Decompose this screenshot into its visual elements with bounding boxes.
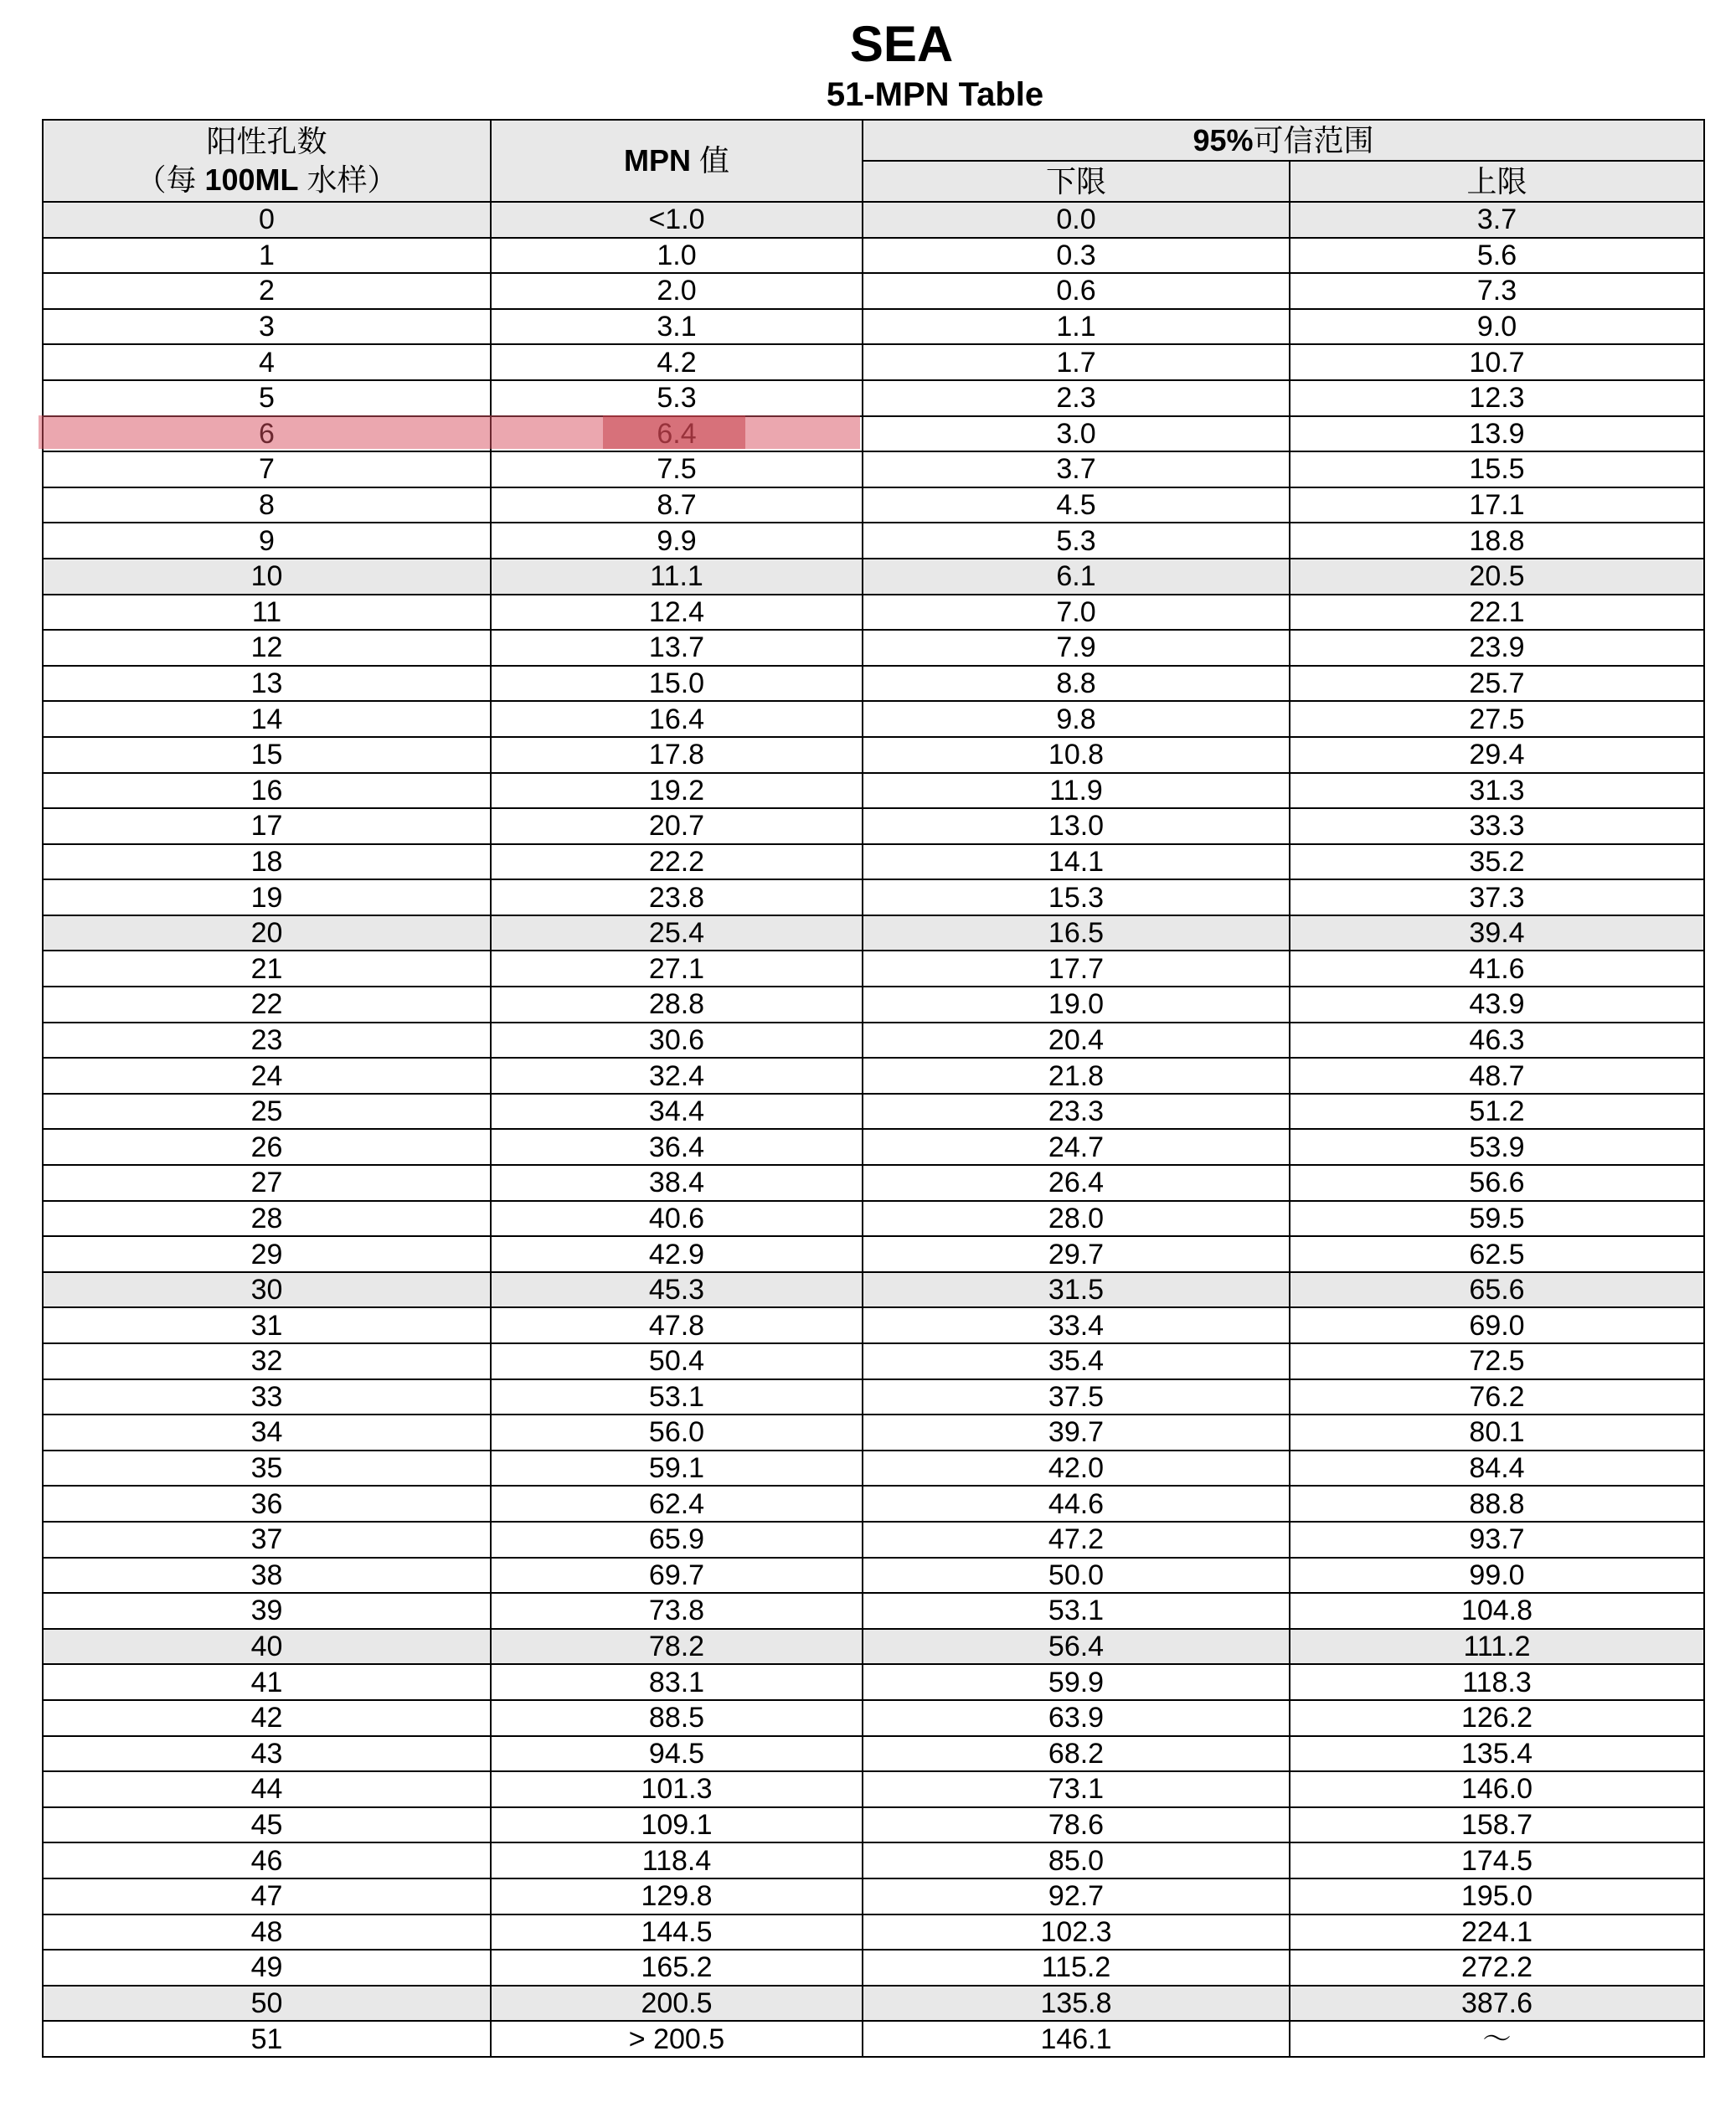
cell-lower-limit: 2.3 [863, 380, 1290, 416]
table-row [43, 1201, 1704, 1237]
table-row [43, 1451, 1704, 1487]
cell-mpn-value: 13.7 [491, 630, 863, 666]
table-row [43, 1307, 1704, 1343]
cell-mpn-value: 53.1 [491, 1379, 863, 1415]
cell-lower-limit: 1.7 [863, 344, 1290, 380]
cell-upper-limit: 158.7 [1290, 1807, 1704, 1843]
mpn-table [42, 119, 1705, 2058]
cell-mpn-value: 101.3 [491, 1771, 863, 1807]
table-row [43, 701, 1704, 737]
cell-positive-wells: 24 [43, 1058, 491, 1094]
cell-positive-wells: 40 [43, 1629, 491, 1665]
document-title: SEA [849, 16, 954, 72]
cell-positive-wells: 43 [43, 1736, 491, 1772]
cell-upper-limit: 126.2 [1290, 1700, 1704, 1736]
cell-positive-wells: 13 [43, 666, 491, 702]
cell-lower-limit: 24.7 [863, 1129, 1290, 1165]
cell-upper-limit: 23.9 [1290, 630, 1704, 666]
cell-positive-wells: 29 [43, 1236, 491, 1272]
cell-lower-limit: 3.7 [863, 451, 1290, 487]
table-row [43, 1272, 1704, 1308]
table-row [43, 1058, 1704, 1094]
table-row [43, 666, 1704, 702]
cell-upper-limit: 65.6 [1290, 1272, 1704, 1308]
cell-mpn-value: 17.8 [491, 737, 863, 773]
cell-upper-limit: 51.2 [1290, 1094, 1704, 1130]
cell-positive-wells: 27 [43, 1165, 491, 1201]
cell-positive-wells: 1 [43, 238, 491, 274]
cell-mpn-value: 94.5 [491, 1736, 863, 1772]
table-row [43, 1094, 1704, 1130]
table-row [43, 309, 1704, 345]
cell-lower-limit: 10.8 [863, 737, 1290, 773]
table-row [43, 1664, 1704, 1700]
cell-mpn-value: 1.0 [491, 238, 863, 274]
table-row [43, 2021, 1704, 2057]
cell-lower-limit: 50.0 [863, 1558, 1290, 1594]
cell-positive-wells: 49 [43, 1950, 491, 1986]
cell-lower-limit: 9.8 [863, 701, 1290, 737]
cell-lower-limit: 35.4 [863, 1343, 1290, 1379]
cell-lower-limit: 13.0 [863, 808, 1290, 844]
cell-upper-limit: 29.4 [1290, 737, 1704, 773]
table-row [43, 808, 1704, 844]
cell-positive-wells: 35 [43, 1451, 491, 1487]
cell-positive-wells: 10 [43, 559, 491, 595]
header-mpn-value [491, 120, 863, 202]
cell-upper-limit: 59.5 [1290, 1201, 1704, 1237]
cell-positive-wells: 28 [43, 1201, 491, 1237]
cell-positive-wells: 42 [43, 1700, 491, 1736]
cell-positive-wells: 50 [43, 1986, 491, 2022]
table-row [43, 630, 1704, 666]
cell-lower-limit: 0.3 [863, 238, 1290, 274]
header-upper-limit: 上限 [1290, 161, 1704, 202]
header-positive-wells-volume: 100ML [204, 162, 299, 197]
cell-mpn-value: 4.2 [491, 344, 863, 380]
header-positive-wells-line1: 阳性孔数 [206, 124, 327, 158]
table-row [43, 238, 1704, 274]
cell-mpn-value: 56.0 [491, 1415, 863, 1451]
header-positive-wells-pre: （每 [136, 162, 205, 197]
cell-lower-limit: 44.6 [863, 1486, 1290, 1522]
cell-mpn-value: 23.8 [491, 879, 863, 915]
cell-mpn-value: 78.2 [491, 1629, 863, 1665]
cell-positive-wells: 20 [43, 915, 491, 951]
table-row [43, 1914, 1704, 1951]
cell-positive-wells: 46 [43, 1842, 491, 1878]
cell-positive-wells: 41 [43, 1664, 491, 1700]
cell-mpn-value: 59.1 [491, 1451, 863, 1487]
cell-positive-wells: 18 [43, 844, 491, 880]
cell-mpn-value: 20.7 [491, 808, 863, 844]
table-body [43, 202, 1704, 2057]
table-row [43, 1165, 1704, 1201]
cell-upper-limit: 80.1 [1290, 1415, 1704, 1451]
cell-positive-wells: 22 [43, 987, 491, 1023]
cell-positive-wells: 38 [43, 1558, 491, 1594]
cell-mpn-value: 129.8 [491, 1878, 863, 1914]
cell-lower-limit: 8.8 [863, 666, 1290, 702]
cell-mpn-value: 15.0 [491, 666, 863, 702]
cell-mpn-value: 50.4 [491, 1343, 863, 1379]
cell-lower-limit: 16.5 [863, 915, 1290, 951]
table-row [43, 1700, 1704, 1736]
cell-upper-limit: ～ [1290, 2021, 1704, 2057]
cell-upper-limit: 13.9 [1290, 416, 1704, 452]
cell-lower-limit: 115.2 [863, 1950, 1290, 1986]
header-lower-limit: 下限 [863, 161, 1290, 202]
cell-lower-limit: 1.1 [863, 309, 1290, 345]
cell-mpn-value: 38.4 [491, 1165, 863, 1201]
cell-lower-limit: 0.6 [863, 273, 1290, 309]
cell-lower-limit: 37.5 [863, 1379, 1290, 1415]
table-row [43, 202, 1704, 238]
cell-lower-limit: 135.8 [863, 1986, 1290, 2022]
cell-upper-limit: 15.5 [1290, 451, 1704, 487]
cell-upper-limit: 56.6 [1290, 1165, 1704, 1201]
cell-mpn-value: 73.8 [491, 1593, 863, 1629]
cell-positive-wells: 3 [43, 309, 491, 345]
cell-upper-limit: 62.5 [1290, 1236, 1704, 1272]
cell-upper-limit: 20.5 [1290, 559, 1704, 595]
cell-lower-limit: 33.4 [863, 1307, 1290, 1343]
cell-mpn-value: 28.8 [491, 987, 863, 1023]
cell-mpn-value: <1.0 [491, 202, 863, 238]
table-row [43, 1415, 1704, 1451]
cell-positive-wells: 39 [43, 1593, 491, 1629]
cell-upper-limit: 111.2 [1290, 1629, 1704, 1665]
cell-upper-limit: 195.0 [1290, 1878, 1704, 1914]
cell-upper-limit: 46.3 [1290, 1023, 1704, 1059]
cell-mpn-value: 88.5 [491, 1700, 863, 1736]
cell-upper-limit: 25.7 [1290, 666, 1704, 702]
cell-lower-limit: 53.1 [863, 1593, 1290, 1629]
table-row [43, 844, 1704, 880]
cell-lower-limit: 15.3 [863, 879, 1290, 915]
table-row [43, 595, 1704, 631]
cell-lower-limit: 63.9 [863, 1700, 1290, 1736]
cell-mpn-value: 34.4 [491, 1094, 863, 1130]
cell-upper-limit: 37.3 [1290, 879, 1704, 915]
table-row [43, 1807, 1704, 1843]
table-row [43, 487, 1704, 523]
cell-positive-wells: 23 [43, 1023, 491, 1059]
cell-upper-limit: 31.3 [1290, 773, 1704, 809]
cell-mpn-value: 25.4 [491, 915, 863, 951]
cell-positive-wells: 19 [43, 879, 491, 915]
cell-positive-wells: 26 [43, 1129, 491, 1165]
cell-lower-limit: 7.0 [863, 595, 1290, 631]
cell-upper-limit: 18.8 [1290, 523, 1704, 559]
cell-positive-wells: 36 [43, 1486, 491, 1522]
cell-upper-limit: 39.4 [1290, 915, 1704, 951]
cell-lower-limit: 73.1 [863, 1771, 1290, 1807]
cell-lower-limit: 28.0 [863, 1201, 1290, 1237]
table-row [43, 451, 1704, 487]
table-row [43, 1129, 1704, 1165]
cell-upper-limit: 104.8 [1290, 1593, 1704, 1629]
cell-lower-limit: 20.4 [863, 1023, 1290, 1059]
cell-upper-limit: 146.0 [1290, 1771, 1704, 1807]
cell-positive-wells: 47 [43, 1878, 491, 1914]
cell-positive-wells: 16 [43, 773, 491, 809]
cell-lower-limit: 78.6 [863, 1807, 1290, 1843]
cell-positive-wells: 8 [43, 487, 491, 523]
cell-lower-limit: 21.8 [863, 1058, 1290, 1094]
table-row [43, 523, 1704, 559]
table-row [43, 879, 1704, 915]
table-row [43, 1023, 1704, 1059]
cell-lower-limit: 3.0 [863, 416, 1290, 452]
cell-mpn-value: 7.5 [491, 451, 863, 487]
cell-mpn-value: 109.1 [491, 1807, 863, 1843]
cell-mpn-value: 2.0 [491, 273, 863, 309]
cell-lower-limit: 102.3 [863, 1914, 1290, 1951]
cell-mpn-value: 62.4 [491, 1486, 863, 1522]
cell-mpn-value: 22.2 [491, 844, 863, 880]
header-confidence-text: 可信范围 [1253, 122, 1374, 157]
cell-mpn-value: 165.2 [491, 1950, 863, 1986]
cell-upper-limit: 7.3 [1290, 273, 1704, 309]
cell-lower-limit: 92.7 [863, 1878, 1290, 1914]
cell-upper-limit: 35.2 [1290, 844, 1704, 880]
cell-lower-limit: 11.9 [863, 773, 1290, 809]
cell-mpn-value: 45.3 [491, 1272, 863, 1308]
cell-lower-limit: 47.2 [863, 1522, 1290, 1558]
table-row [43, 987, 1704, 1023]
table-row [43, 559, 1704, 595]
cell-upper-limit: 224.1 [1290, 1914, 1704, 1951]
cell-lower-limit: 14.1 [863, 844, 1290, 880]
table-row [43, 1522, 1704, 1558]
cell-mpn-value: 69.7 [491, 1558, 863, 1594]
table-row [43, 344, 1704, 380]
cell-upper-limit: 272.2 [1290, 1950, 1704, 1986]
cell-upper-limit: 17.1 [1290, 487, 1704, 523]
table-row [43, 737, 1704, 773]
cell-lower-limit: 7.9 [863, 630, 1290, 666]
document-subtitle: 51-MPN Table [826, 76, 1044, 113]
table-row [43, 273, 1704, 309]
table-row [43, 1878, 1704, 1914]
cell-upper-limit: 69.0 [1290, 1307, 1704, 1343]
cell-positive-wells: 2 [43, 273, 491, 309]
cell-positive-wells: 32 [43, 1343, 491, 1379]
cell-upper-limit: 48.7 [1290, 1058, 1704, 1094]
table-row [43, 1950, 1704, 1986]
cell-positive-wells: 25 [43, 1094, 491, 1130]
cell-lower-limit: 26.4 [863, 1165, 1290, 1201]
cell-upper-limit: 93.7 [1290, 1522, 1704, 1558]
cell-positive-wells: 30 [43, 1272, 491, 1308]
header-positive-wells-post: 水样） [298, 162, 398, 197]
table-row [43, 773, 1704, 809]
cell-positive-wells: 15 [43, 737, 491, 773]
cell-positive-wells: 48 [43, 1914, 491, 1951]
cell-lower-limit: 68.2 [863, 1736, 1290, 1772]
cell-mpn-value: 32.4 [491, 1058, 863, 1094]
cell-lower-limit: 29.7 [863, 1236, 1290, 1272]
table-row [43, 1343, 1704, 1379]
cell-positive-wells: 45 [43, 1807, 491, 1843]
cell-upper-limit: 387.6 [1290, 1986, 1704, 2022]
header-confidence-range [863, 120, 1704, 161]
table-row [43, 1736, 1704, 1772]
cell-upper-limit: 9.0 [1290, 309, 1704, 345]
cell-lower-limit: 39.7 [863, 1415, 1290, 1451]
cell-upper-limit: 33.3 [1290, 808, 1704, 844]
cell-lower-limit: 0.0 [863, 202, 1290, 238]
cell-mpn-value: 12.4 [491, 595, 863, 631]
cell-mpn-value: 200.5 [491, 1986, 863, 2022]
cell-mpn-value: 9.9 [491, 523, 863, 559]
cell-mpn-value: 19.2 [491, 773, 863, 809]
header-confidence-percent: 95% [1193, 122, 1254, 157]
cell-lower-limit: 42.0 [863, 1451, 1290, 1487]
cell-upper-limit: 88.8 [1290, 1486, 1704, 1522]
cell-positive-wells: 7 [43, 451, 491, 487]
cell-mpn-value: 27.1 [491, 951, 863, 987]
cell-upper-limit: 3.7 [1290, 202, 1704, 238]
table-row [43, 380, 1704, 416]
cell-lower-limit: 6.1 [863, 559, 1290, 595]
cell-upper-limit: 41.6 [1290, 951, 1704, 987]
cell-positive-wells: 9 [43, 523, 491, 559]
cell-upper-limit: 135.4 [1290, 1736, 1704, 1772]
table-row [43, 1842, 1704, 1878]
cell-mpn-value: 144.5 [491, 1914, 863, 1951]
cell-upper-limit: 174.5 [1290, 1842, 1704, 1878]
cell-lower-limit: 59.9 [863, 1664, 1290, 1700]
table-row [43, 1236, 1704, 1272]
cell-upper-limit: 118.3 [1290, 1664, 1704, 1700]
cell-mpn-value: 11.1 [491, 559, 863, 595]
table-row [43, 1629, 1704, 1665]
cell-upper-limit: 12.3 [1290, 380, 1704, 416]
cell-mpn-value: 40.6 [491, 1201, 863, 1237]
cell-positive-wells: 31 [43, 1307, 491, 1343]
header-mpn-value-text: 值 [690, 143, 729, 178]
table-row [43, 951, 1704, 987]
cell-lower-limit: 85.0 [863, 1842, 1290, 1878]
cell-upper-limit: 43.9 [1290, 987, 1704, 1023]
cell-upper-limit: 22.1 [1290, 595, 1704, 631]
cell-positive-wells: 11 [43, 595, 491, 631]
cell-lower-limit: 56.4 [863, 1629, 1290, 1665]
cell-lower-limit: 23.3 [863, 1094, 1290, 1130]
cell-mpn-value: > 200.5 [491, 2021, 863, 2057]
cell-mpn-value: 47.8 [491, 1307, 863, 1343]
cell-mpn-value: 16.4 [491, 701, 863, 737]
cell-upper-limit: 27.5 [1290, 701, 1704, 737]
cell-positive-wells: 51 [43, 2021, 491, 2057]
header-positive-wells [43, 120, 491, 202]
cell-lower-limit: 19.0 [863, 987, 1290, 1023]
cell-positive-wells: 44 [43, 1771, 491, 1807]
cell-positive-wells: 14 [43, 701, 491, 737]
cell-upper-limit: 76.2 [1290, 1379, 1704, 1415]
cell-lower-limit: 31.5 [863, 1272, 1290, 1308]
table-row [43, 1771, 1704, 1807]
table-row [43, 915, 1704, 951]
cell-positive-wells: 33 [43, 1379, 491, 1415]
cell-positive-wells: 4 [43, 344, 491, 380]
cell-upper-limit: 99.0 [1290, 1558, 1704, 1594]
cell-positive-wells: 21 [43, 951, 491, 987]
cell-upper-limit: 84.4 [1290, 1451, 1704, 1487]
cell-upper-limit: 53.9 [1290, 1129, 1704, 1165]
cell-mpn-value: 30.6 [491, 1023, 863, 1059]
cell-mpn-value: 83.1 [491, 1664, 863, 1700]
cell-mpn-value: 8.7 [491, 487, 863, 523]
table-row [43, 1593, 1704, 1629]
cell-positive-wells: 12 [43, 630, 491, 666]
cell-mpn-value: 65.9 [491, 1522, 863, 1558]
cell-positive-wells: 34 [43, 1415, 491, 1451]
table-header [43, 120, 1704, 202]
cell-lower-limit: 4.5 [863, 487, 1290, 523]
cell-mpn-value: 3.1 [491, 309, 863, 345]
cell-mpn-value: 5.3 [491, 380, 863, 416]
table-row [43, 1486, 1704, 1522]
cell-upper-limit: 72.5 [1290, 1343, 1704, 1379]
highlight-mpn-cell [603, 415, 745, 449]
table-row [43, 1379, 1704, 1415]
cell-mpn-value: 118.4 [491, 1842, 863, 1878]
table-row [43, 1986, 1704, 2022]
cell-positive-wells: 37 [43, 1522, 491, 1558]
table-row [43, 1558, 1704, 1594]
cell-mpn-value: 36.4 [491, 1129, 863, 1165]
cell-lower-limit: 17.7 [863, 951, 1290, 987]
cell-positive-wells: 17 [43, 808, 491, 844]
cell-mpn-value: 42.9 [491, 1236, 863, 1272]
cell-lower-limit: 5.3 [863, 523, 1290, 559]
header-mpn-label: MPN [623, 143, 691, 178]
cell-positive-wells: 5 [43, 380, 491, 416]
cell-positive-wells: 0 [43, 202, 491, 238]
cell-upper-limit: 5.6 [1290, 238, 1704, 274]
cell-lower-limit: 146.1 [863, 2021, 1290, 2057]
cell-upper-limit: 10.7 [1290, 344, 1704, 380]
